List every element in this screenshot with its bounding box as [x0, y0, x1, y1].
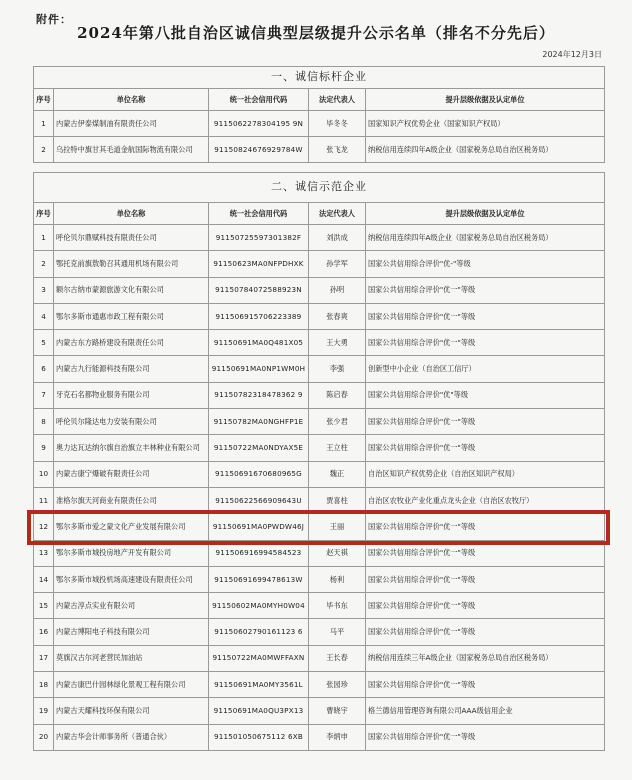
- section-title: 一、诚信标杆企业: [34, 67, 605, 89]
- promotion-basis: 国家公共信用综合评价"优一"等级: [366, 330, 605, 356]
- table-row: [34, 593, 605, 619]
- company-name: 鄂托克前旗敖勒召其通用机场有限公司: [54, 251, 209, 277]
- row-index: 6: [34, 356, 54, 382]
- doc-title: 2024年第八批自治区诚信典型层级提升公示名单（排名不分先后）: [77, 24, 555, 42]
- promotion-basis: 纳税信用连续四年A级企业（国家税务总局自治区税务局）: [366, 225, 605, 251]
- credit-code: 91150602790161123 6: [209, 619, 309, 645]
- legal-representative: 毕书东: [309, 593, 366, 619]
- table-row: [34, 619, 605, 645]
- legal-representative: 魏正: [309, 461, 366, 487]
- row-index: 20: [34, 724, 54, 750]
- credit-code: 91150623MA0NFPDHXK: [209, 251, 309, 277]
- credit-code: 911501050675112 6XB: [209, 724, 309, 750]
- promotion-basis: 国家公共信用综合评价"优一"等级: [366, 724, 605, 750]
- legal-representative: 张少君: [309, 409, 366, 435]
- table-row: [34, 330, 605, 356]
- company-name: 鄂尔多斯市爱之蒙文化产业发展有限公司: [54, 514, 209, 540]
- promotion-basis: 创新型中小企业（自治区工信厅）: [366, 356, 605, 382]
- col-header-rep: 法定代表人: [309, 203, 366, 225]
- table-row: [34, 461, 605, 487]
- col-header-rep: 法定代表人: [309, 89, 366, 111]
- row-index: 2: [34, 137, 54, 163]
- row-index: 19: [34, 698, 54, 724]
- promotion-basis: 国家公共信用综合评价"优-"等级: [366, 251, 605, 277]
- legal-representative: 王大勇: [309, 330, 366, 356]
- credit-code: 91150691MA0QU3PX13: [209, 698, 309, 724]
- highlight-box: [27, 510, 610, 545]
- promotion-basis: 国家公共信用综合评价"优一"等级: [366, 593, 605, 619]
- table-row: [34, 303, 605, 329]
- promotion-basis: 国家公共信用综合评价"优一"等级: [366, 409, 605, 435]
- promotion-basis: 国家公共信用综合评价"优一"等级: [366, 540, 605, 566]
- company-name: 莫旗汉古尔河老营民加油站: [54, 645, 209, 671]
- table-row: [34, 277, 605, 303]
- legal-representative: 张春爽: [309, 303, 366, 329]
- row-index: 1: [34, 111, 54, 137]
- table-row: [34, 672, 605, 698]
- table-row: [34, 225, 605, 251]
- promotion-basis: 国家公共信用综合评价"优一"等级: [366, 566, 605, 592]
- table-row: [34, 137, 605, 163]
- legal-representative: 贾喜柱: [309, 487, 366, 513]
- row-index: 9: [34, 435, 54, 461]
- company-name: 内蒙古天耀科技环保有限公司: [54, 698, 209, 724]
- credit-code: 91150691699478613W: [209, 566, 309, 592]
- credit-code: 91150722MA0NDYAX5E: [209, 435, 309, 461]
- promotion-basis: 国家公共信用综合评价"优一"等级: [366, 435, 605, 461]
- table-row: [34, 409, 605, 435]
- row-index: 17: [34, 645, 54, 671]
- company-name: 内蒙古康巴什园林绿化景观工程有限公司: [54, 672, 209, 698]
- legal-representative: 马平: [309, 619, 366, 645]
- legal-representative: 曹晓宇: [309, 698, 366, 724]
- legal-representative: 李强: [309, 356, 366, 382]
- table-section-2: [33, 172, 605, 751]
- row-index: 2: [34, 251, 54, 277]
- company-name: 内蒙古东方路桥建设有限责任公司: [54, 330, 209, 356]
- promotion-basis: 国家公共信用综合评价"优一"等级: [366, 672, 605, 698]
- company-name: 鄂尔多斯市通惠市政工程有限公司: [54, 303, 209, 329]
- row-index: 1: [34, 225, 54, 251]
- table-row: [34, 645, 605, 671]
- col-header-code: 统一社会信用代码: [209, 89, 309, 111]
- credit-code: 91150602MA0MYH0W04: [209, 593, 309, 619]
- row-index: 10: [34, 461, 54, 487]
- company-name: 呼伦贝尔鼎赋科技有限责任公司: [54, 225, 209, 251]
- legal-representative: 孙学军: [309, 251, 366, 277]
- table-row: [34, 382, 605, 408]
- col-header-idx: 序号: [34, 203, 54, 225]
- credit-code: 91150691MA0MY3561L: [209, 672, 309, 698]
- credit-code: 9115062278304195 9N: [209, 111, 309, 137]
- row-index: 4: [34, 303, 54, 329]
- legal-representative: 陈启春: [309, 382, 366, 408]
- credit-code: 91150691670680965G: [209, 461, 309, 487]
- credit-code: 91150782318478362 9: [209, 382, 309, 408]
- credit-code: 91150725597301382F: [209, 225, 309, 251]
- company-name: 准格尔旗天河商业有限责任公司: [54, 487, 209, 513]
- row-index: 13: [34, 540, 54, 566]
- promotion-basis: 国家公共信用综合评价"优一"等级: [366, 303, 605, 329]
- legal-representative: 赵天祺: [309, 540, 366, 566]
- company-name: 内蒙古博阳电子科技有限公司: [54, 619, 209, 645]
- row-index: 7: [34, 382, 54, 408]
- company-name: 鄂尔多斯市城投房地产开发有限公司: [54, 540, 209, 566]
- company-name: 内蒙古华会计师事务所（普通合伙）: [54, 724, 209, 750]
- table-row: [34, 566, 605, 592]
- legal-representative: 李炳申: [309, 724, 366, 750]
- col-header-name: 单位名称: [54, 89, 209, 111]
- company-name: 奥力达瓦达纳尔旗自治旗立丰林种业有限公司: [54, 435, 209, 461]
- promotion-basis: 自治区知识产权优势企业（自治区知识产权局）: [366, 461, 605, 487]
- col-header-basis: 提升层级依据及认定单位: [366, 89, 605, 111]
- row-index: 15: [34, 593, 54, 619]
- attachment-label: 附件：: [36, 13, 72, 26]
- credit-code: 91150691MA0PWDW46J: [209, 514, 309, 540]
- promotion-basis: 国家公共信用综合评价"优一"等级: [366, 514, 605, 540]
- row-index: 11: [34, 487, 54, 513]
- credit-code: 91150691MA0Q481X05: [209, 330, 309, 356]
- promotion-basis: 国家公共信用综合评价"优一"等级: [366, 619, 605, 645]
- row-index: 14: [34, 566, 54, 592]
- table-row: [34, 435, 605, 461]
- promotion-basis: 纳税信用连续四年A级企业（国家税务总局自治区税务局）: [366, 137, 605, 163]
- col-header-name: 单位名称: [54, 203, 209, 225]
- legal-representative: 杨利: [309, 566, 366, 592]
- promotion-basis: 国家知识产权优势企业（国家知识产权局）: [366, 111, 605, 137]
- company-name: 内蒙古伊泰煤制油有限责任公司: [54, 111, 209, 137]
- promotion-basis: 纳税信用连续三年A级企业（国家税务总局自治区税务局）: [366, 645, 605, 671]
- credit-code: 91150784072588923N: [209, 277, 309, 303]
- credit-code: 91150622566909643U: [209, 487, 309, 513]
- legal-representative: 王丽: [309, 514, 366, 540]
- row-index: 8: [34, 409, 54, 435]
- table-row: [34, 251, 605, 277]
- company-name: 鄂尔多斯市城投机场高速建设有限责任公司: [54, 566, 209, 592]
- table-row: [34, 724, 605, 750]
- credit-code: 91150782MA0NGHFP1E: [209, 409, 309, 435]
- legal-representative: 毕冬冬: [309, 111, 366, 137]
- company-name: 内蒙古康宁爆破有限责任公司: [54, 461, 209, 487]
- table-row: [34, 698, 605, 724]
- credit-code: 91150722MA0MWFFAXN: [209, 645, 309, 671]
- promotion-basis: 自治区农牧业产业化重点龙头企业（自治区农牧厅）: [366, 487, 605, 513]
- company-name: 牙克石名都物业服务有限公司: [54, 382, 209, 408]
- col-header-basis: 提升层级依据及认定单位: [366, 203, 605, 225]
- company-name: 内蒙古九行能源科技有限公司: [54, 356, 209, 382]
- table-section-1: [33, 66, 605, 163]
- promotion-basis: 格兰德信用管理咨询有限公司AAA级信用企业: [366, 698, 605, 724]
- promotion-basis: 国家公共信用综合评价"优"等级: [366, 382, 605, 408]
- row-index: 5: [34, 330, 54, 356]
- credit-code: 911506915706223389: [209, 303, 309, 329]
- row-index: 3: [34, 277, 54, 303]
- promotion-basis: 国家公共信用综合评价"优一"等级: [366, 277, 605, 303]
- col-header-code: 统一社会信用代码: [209, 203, 309, 225]
- doc-date: 2024年12月3日: [542, 50, 602, 59]
- row-index: 12: [34, 514, 54, 540]
- company-name: 额尔古纳市蒙源旅游文化有限公司: [54, 277, 209, 303]
- legal-representative: 刘洪成: [309, 225, 366, 251]
- credit-code: 91150691MA0NP1WM0H: [209, 356, 309, 382]
- credit-code: 911506916994584523: [209, 540, 309, 566]
- section-title: 二、诚信示范企业: [34, 173, 605, 203]
- row-index: 18: [34, 672, 54, 698]
- row-index: 16: [34, 619, 54, 645]
- company-name: 内蒙古淳点实业有限公司: [54, 593, 209, 619]
- legal-representative: 王长春: [309, 645, 366, 671]
- legal-representative: 王立柱: [309, 435, 366, 461]
- table-row: [34, 356, 605, 382]
- legal-representative: 张飞龙: [309, 137, 366, 163]
- company-name: 乌拉特中旗甘其毛道金航国际物流有限公司: [54, 137, 209, 163]
- credit-code: 91150824676929784W: [209, 137, 309, 163]
- company-name: 呼伦贝尔隆达电力安装有限公司: [54, 409, 209, 435]
- table-row: [34, 111, 605, 137]
- legal-representative: 张园珍: [309, 672, 366, 698]
- legal-representative: 孙明: [309, 277, 366, 303]
- col-header-idx: 序号: [34, 89, 54, 111]
